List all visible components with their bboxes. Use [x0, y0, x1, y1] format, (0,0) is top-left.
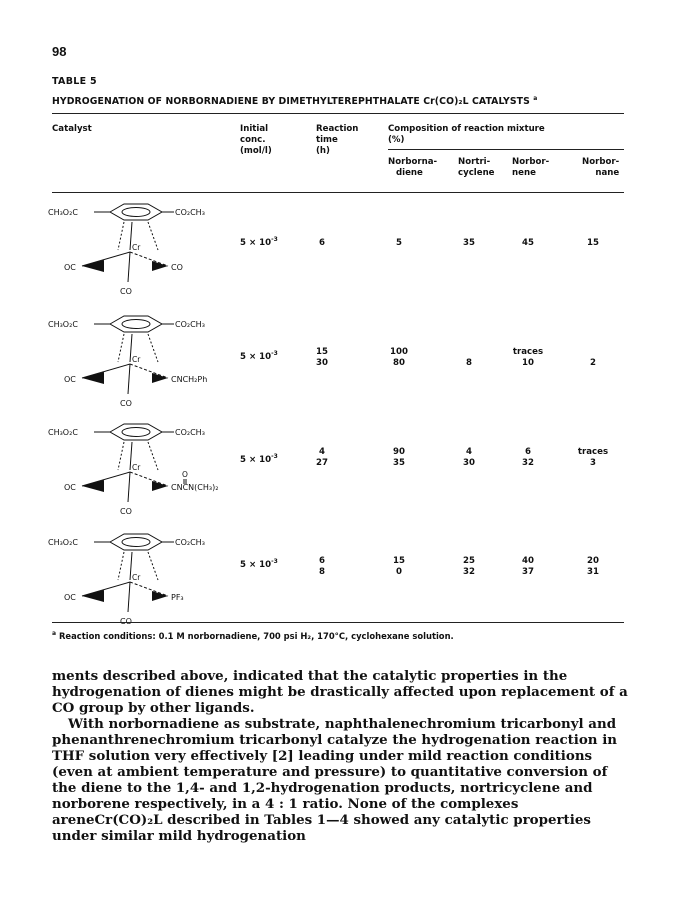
ester-left-label: CH₃O₂C: [48, 320, 78, 329]
ester-left-label: CH₃O₂C: [48, 538, 78, 547]
row3-time-1: 4: [319, 447, 325, 457]
row1-time-1: 6: [319, 238, 325, 248]
row1-norbornane-1: 15: [587, 238, 599, 248]
row2-nortricyclene-2: 8: [466, 358, 472, 368]
metal-label: Cr: [132, 573, 141, 582]
row3-norbornene-1: 6: [525, 447, 531, 457]
header-col-nortricyclene-line1: Nortri-: [458, 157, 491, 167]
coordination-line-1: [118, 334, 124, 362]
row3-norbornane-2: 3: [590, 458, 596, 468]
row2-conc-exp: -3: [271, 350, 278, 357]
row2-norbornene-2: 10: [522, 358, 534, 368]
table-top-rule: [52, 113, 624, 114]
ligand-label: CNCH₂Ph: [171, 375, 208, 384]
wedge-oc: [82, 480, 104, 492]
bond-ligand: [130, 472, 168, 486]
row4-nortricyclene-1: 25: [463, 556, 475, 566]
aromatic-circle: [122, 538, 150, 547]
footnote-mark: a: [52, 630, 57, 637]
bond-ligand: [130, 582, 168, 596]
wedge-oc: [82, 260, 104, 272]
row3-nortricyclene-1: 4: [466, 447, 472, 457]
bond-co: [128, 472, 130, 502]
row3-norbornane-1: traces: [577, 447, 609, 457]
wedge-ligand: [152, 373, 168, 383]
row4-norbornane-2: 31: [587, 567, 599, 577]
aromatic-circle: [122, 428, 150, 437]
wedge-ligand: [152, 481, 168, 491]
ligand-label: CNCN(CH₃)₂: [171, 483, 219, 492]
page-number: 98: [52, 44, 67, 59]
header-col-norbornane: [582, 157, 619, 179]
bond-oc: [82, 472, 130, 486]
catalyst-structure-1: [48, 200, 248, 300]
row4-norbornadiene-1: 15: [393, 556, 405, 566]
oc-label: OC: [64, 483, 76, 492]
catalyst-structure-svg: [48, 530, 248, 630]
row3-norbornadiene-2: 35: [393, 458, 405, 468]
metal-label: Cr: [132, 243, 141, 252]
ester-left-label: CH₃O₂C: [48, 208, 78, 217]
bond-oc: [82, 582, 130, 596]
oc-label: OC: [64, 375, 76, 384]
catalyst-structure-svg: [48, 420, 248, 520]
row4-time-1: 6: [319, 556, 325, 566]
row3-conc-exp: -3: [271, 453, 278, 460]
table-caption-text: HYDROGENATION OF NORBORNADIENE BY DIMETHYLTEREPHTHALATE Cr(CO)₂L CATALYSTS: [52, 96, 530, 108]
row2-norbornadiene-1: 100: [390, 347, 408, 357]
row3-nortricyclene-2: 30: [463, 458, 475, 468]
header-catalyst: Catalyst: [52, 124, 92, 134]
row1-norbornadiene-1: 5: [396, 238, 402, 248]
row1-conc-base: 5 × 10: [240, 237, 272, 248]
row2-time-1: 15: [316, 347, 328, 357]
header-reaction-time-line1: Reaction: [316, 124, 359, 134]
catalyst-structure-2: [48, 312, 248, 412]
bond-co: [128, 364, 130, 394]
row4-conc-base: 5 × 10: [240, 559, 272, 570]
ester-right-label: CO₂CH₃: [175, 208, 205, 217]
oc-label: OC: [64, 263, 76, 272]
table-bottom-rule: [52, 622, 624, 623]
footnote-text: Reaction conditions: 0.1 M norbornadiene, 700 psi H₂, 170°C, cyclohexane solution.: [58, 630, 454, 641]
header-composition-line2: (%): [388, 135, 405, 145]
header-col-nortricyclene-line2: cyclene: [458, 168, 495, 178]
header-initial-conc-line3: (mol/l): [240, 146, 272, 156]
header-col-norbornene-line1: Norbor-: [512, 157, 550, 167]
coordination-line-3: [148, 222, 158, 250]
coordination-line-3: [148, 552, 158, 580]
metal-label: Cr: [132, 355, 141, 364]
row4-nortricyclene-2: 32: [463, 567, 475, 577]
benzene-ring: [110, 204, 162, 220]
header-col-norbornadiene-line2: diene: [396, 168, 423, 178]
bond-ligand: [130, 364, 168, 378]
row4-conc: [240, 558, 278, 570]
coordination-line-1: [118, 222, 124, 250]
table-caption-note-mark: a: [533, 95, 538, 102]
row1-conc: [240, 236, 278, 248]
catalyst-structure-3: [48, 420, 248, 520]
table-label: TABLE 5: [52, 76, 97, 87]
header-col-norbornene: [512, 157, 549, 179]
row4-norbornadiene-2: 0: [396, 567, 402, 577]
co-label: CO: [120, 399, 132, 408]
coordination-line-1: [118, 552, 124, 580]
header-col-norbornadiene: [388, 157, 442, 179]
co-label: CO: [120, 507, 132, 516]
body-paragraph-1: ments described above, indicated that the catalytic properties in the hydrogenation of dienes might be drastically affected upon replacement of a CO group by other ligands.: [52, 668, 628, 716]
row3-time-2: 27: [316, 458, 328, 468]
co-label: CO: [120, 617, 132, 626]
header-col-nortricyclene: [458, 157, 495, 179]
catalyst-structure-svg: [48, 312, 248, 412]
header-col-norbornane-line1: Norbor-: [582, 157, 620, 167]
ester-right-label: CO₂CH₃: [175, 538, 205, 547]
row2-conc: [240, 350, 278, 362]
table-caption: [52, 95, 537, 107]
ester-right-label: CO₂CH₃: [175, 428, 205, 437]
header-col-norbornadiene-line1: Norborna-: [388, 157, 438, 167]
row4-norbornane-1: 20: [587, 556, 599, 566]
table-footnote: [52, 630, 454, 641]
wedge-oc: [82, 372, 104, 384]
row2-norbornane-2: 2: [590, 358, 596, 368]
header-initial-conc-line1: Initial: [240, 124, 269, 134]
header-initial-conc-line2: conc.: [240, 135, 266, 145]
metal-label: Cr: [132, 463, 141, 472]
bond-ligand: [130, 252, 168, 266]
row3-norbornene-2: 32: [522, 458, 534, 468]
coordination-line-3: [148, 442, 158, 470]
row1-nortricyclene-1: 35: [463, 238, 475, 248]
body-text: [52, 668, 632, 844]
ester-right-label: CO₂CH₃: [175, 320, 205, 329]
wedge-oc: [82, 590, 104, 602]
header-reaction-time-line3: (h): [316, 146, 330, 156]
ligand-label: CO: [171, 263, 183, 272]
header-reaction-time: [316, 124, 358, 157]
header-initial-conc: [240, 124, 272, 157]
benzene-ring: [110, 534, 162, 550]
row1-conc-exp: -3: [271, 236, 278, 243]
bond-co: [128, 582, 130, 612]
row4-norbornene-2: 37: [522, 567, 534, 577]
header-composition-line1: Composition of reaction mixture: [388, 124, 545, 134]
co-label: CO: [120, 287, 132, 296]
row2-time-2: 30: [316, 358, 328, 368]
table-header-rule: [52, 192, 624, 193]
body-paragraph-2: With norbornadiene as substrate, naphthalenechromium tricarbonyl and phenanthrenechromium tricarbonyl catalyze the hydrogenation reaction in THF solution very effectively [2] leading under mild reaction conditions (even at ambient temperature and pressure) to quantitative conversion of the diene to the 1,4- and 1,2-hydrogenation products, nortricyclene and norborene respectively, in a 4 : 1 ratio. None of the complexes areneCr(CO)₂L described in Tables 1—4 showed any catalytic properties under similar mild hydrogenation: [52, 716, 618, 844]
catalyst-structure-4: [48, 530, 248, 630]
row2-conc-base: 5 × 10: [240, 351, 272, 362]
aromatic-circle: [122, 208, 150, 217]
header-col-norbornene-line2: nene: [512, 168, 536, 178]
benzene-ring: [110, 316, 162, 332]
catalyst-structure-svg: [48, 200, 248, 300]
oc-label: OC: [64, 593, 76, 602]
row3-norbornadiene-1: 90: [393, 447, 405, 457]
header-composition: [388, 124, 545, 146]
row3-conc-base: 5 × 10: [240, 454, 272, 465]
bond-oc: [82, 252, 130, 266]
row2-norbornadiene-2: 80: [393, 358, 405, 368]
row1-norbornene-1: 45: [522, 238, 534, 248]
header-reaction-time-line2: time: [316, 135, 338, 145]
ester-left-label: CH₃O₂C: [48, 428, 78, 437]
row3-conc: [240, 453, 278, 465]
bond-co: [128, 252, 130, 282]
row2-norbornene-1: traces: [512, 347, 544, 357]
coordination-line-3: [148, 334, 158, 362]
benzene-ring: [110, 424, 162, 440]
composition-subrule: [388, 149, 624, 150]
wedge-ligand: [152, 591, 168, 601]
row4-norbornene-1: 40: [522, 556, 534, 566]
ligand-label: PF₃: [171, 593, 184, 602]
coordination-line-1: [118, 442, 124, 470]
header-col-norbornane-line2: nane: [595, 168, 620, 178]
wedge-ligand: [152, 261, 168, 271]
bond-oc: [82, 364, 130, 378]
ligand-oxygen-label: O: [182, 470, 188, 479]
aromatic-circle: [122, 320, 150, 329]
row4-time-2: 8: [319, 567, 325, 577]
row4-conc-exp: -3: [271, 558, 278, 565]
